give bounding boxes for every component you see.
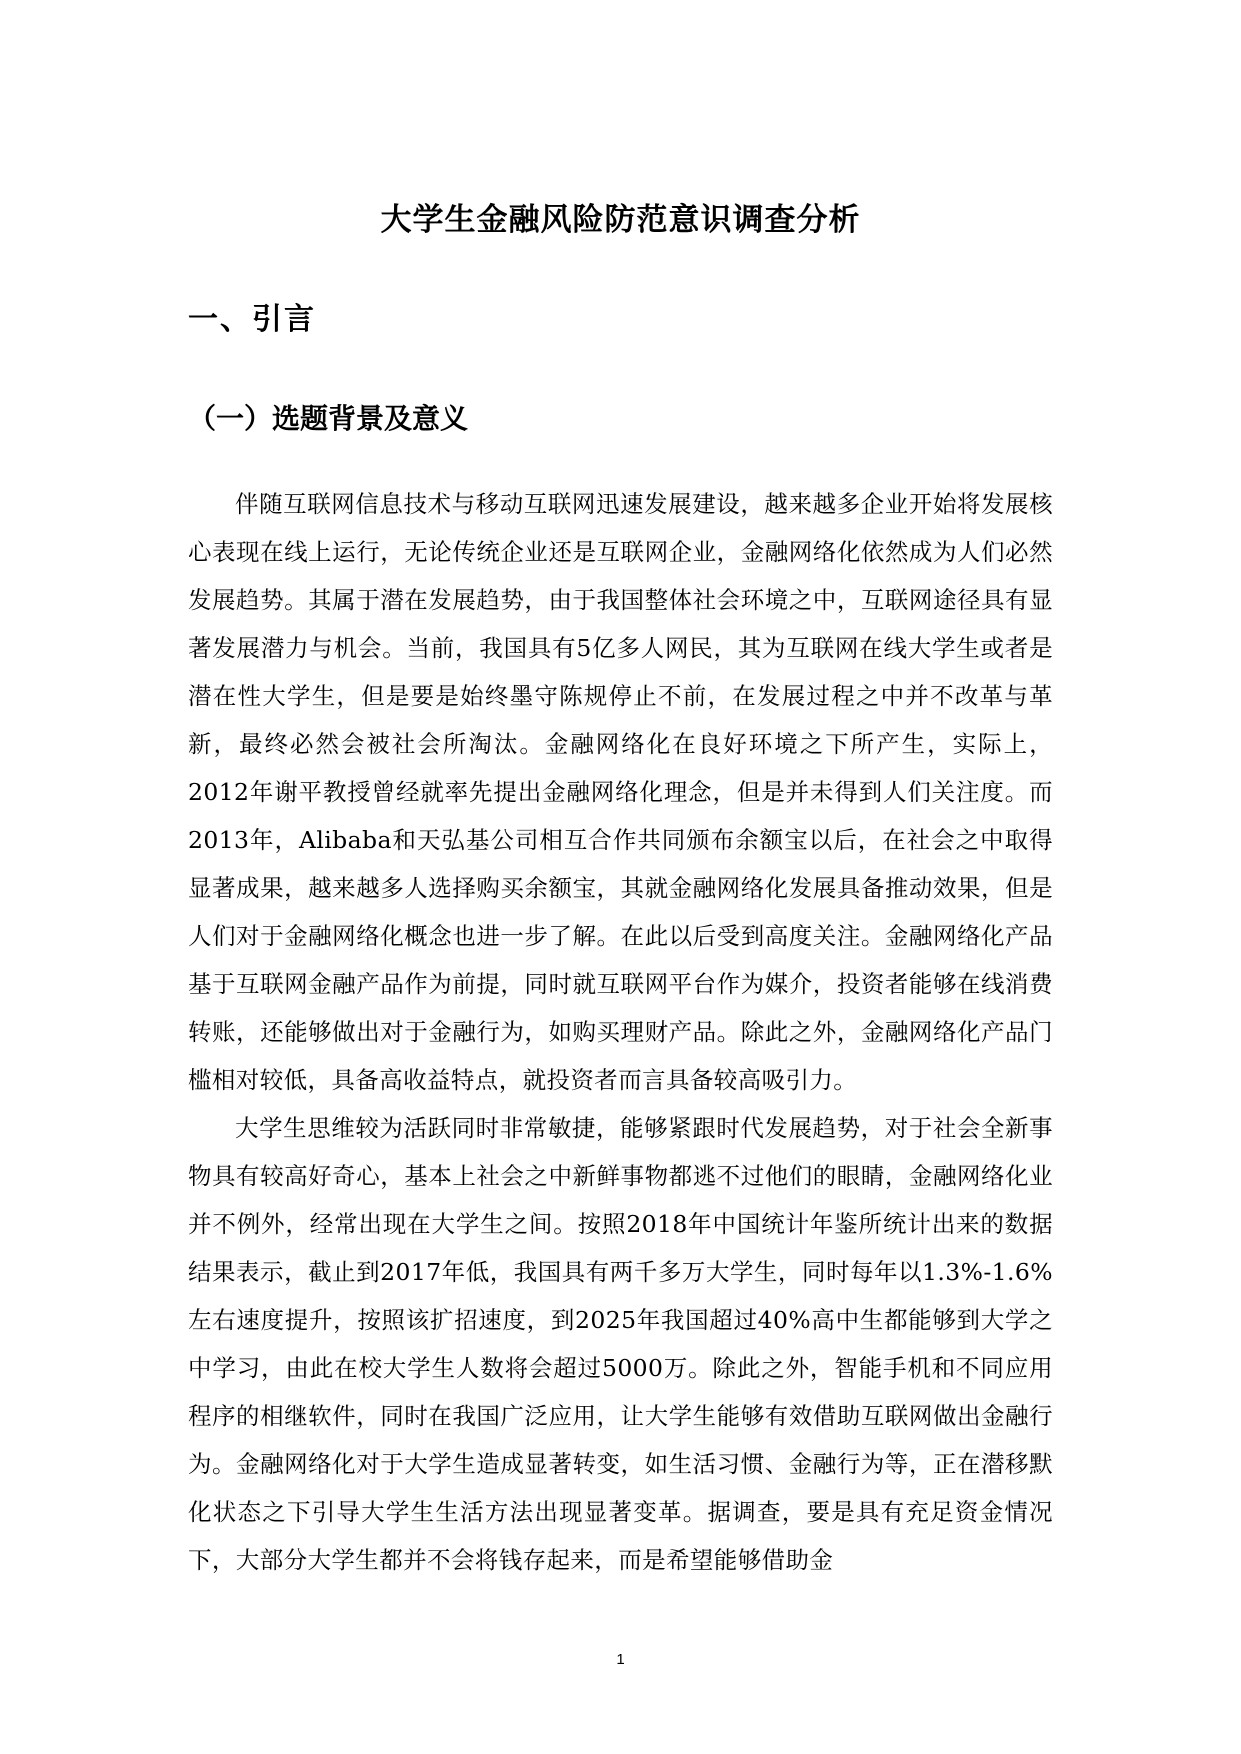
section-heading: 一、引言 <box>188 302 316 337</box>
body-paragraph-2: 大学生思维较为活跃同时非常敏捷，能够紧跟时代发展趋势，对于社会全新事物具有较高好奇心，基本上社会之中新鲜事物都逃不过他们的眼睛，金融网络化业并不例外，经常出现在大学生之间。按照2018年中国统计年鉴所统计出来的数据结果表示，截止到2017年低，我国具有两千多万大学生，同时每年以1.3%-1.6%左右速度提升，按照该扩招速度，到2025年我国超过40%高中生都能够到大学之中学习，由此在校大学生人数将会超过5000万。除此之外，智能手机和不同应用程序的相继软件，同时在我国广泛应用，让大学生能够有效借助互联网做出金融行为。金融网络化对于大学生造成显著转变，如生活习惯、金融行为等，正在潜移默化状态之下引导大学生生活方法出现显著变革。据调查，要是具有充足资金情况下，大部分大学生都并不会将钱存起来，而是希望能够借助金 <box>188 1114 1053 1574</box>
subsection-heading: （一）选题背景及意义 <box>188 402 469 435</box>
body-paragraph-1: 伴随互联网信息技术与移动互联网迅速发展建设，越来越多企业开始将发展核心表现在线上运行，无论传统企业还是互联网企业，金融网络化依然成为人们必然发展趋势。其属于潜在发展趋势，由于我国整体社会环境之中，互联网途径具有显著发展潜力与机会。当前，我国具有5亿多人网民，其为互联网在线大学生或者是潜在性大学生，但是要是始终墨守陈规停止不前，在发展过程之中并不改革与革新，最终必然会被社会所淘汰。金融网络化在良好环境之下所产生，实际上，2012年谢平教授曾经就率先提出金融网络化理念，但是并未得到人们关注度。而2013年，Alibaba和天弘基公司相互合作共同颁布余额宝以后，在社会之中取得显著成果，越来越多人选择购买余额宝，其就金融网络化发展具备推动效果，但是人们对于金融网络化概念也进一步了解。在此以后受到高度关注。金融网络化产品基于互联网金融产品作为前提，同时就互联网平台作为媒介，投资者能够在线消费转账，还能够做出对于金融行为，如购买理财产品。除此之外，金融网络化产品门槛相对较低，具备高收益特点，就投资者而言具备较高吸引力。 <box>188 490 1053 1094</box>
page-number: 1 <box>616 1651 625 1668</box>
document-title: 大学生金融风险防范意识调查分析 <box>380 202 861 238</box>
